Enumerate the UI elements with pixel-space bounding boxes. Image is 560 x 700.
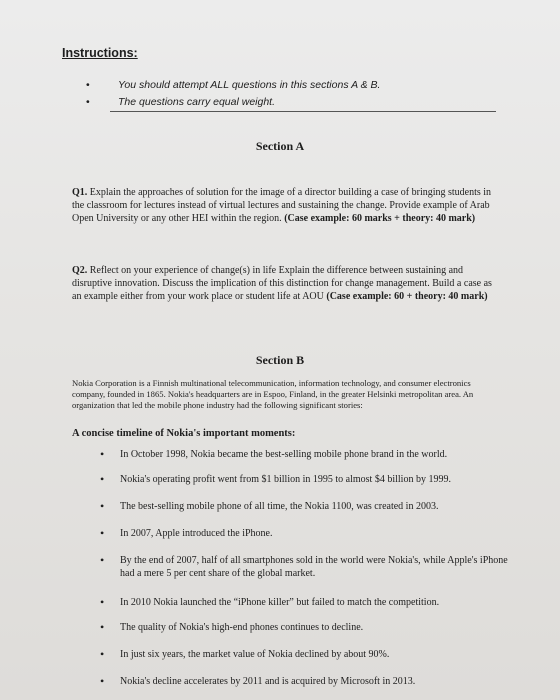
timeline-text: The quality of Nokia's high-end phones continues to decline. [120,622,364,633]
timeline-list [100,444,520,688]
timeline-item [100,596,520,609]
timeline-item [100,500,520,513]
bullet-icon: • [100,447,105,461]
bullet-icon: • [100,472,105,486]
timeline-text: Nokia's operating profit went from $1 billion in 1995 to almost $4 billion by 1999. [120,474,451,485]
timeline-text: The best-selling mobile phone of all time, the Nokia 1100, was created in 2003. [120,501,439,512]
bullet-icon: • [86,79,90,91]
timeline-item [100,648,520,661]
question-text: Reflect on your experience of change(s) in life Explain the difference between sustaining and disruptive innovation. Discuss the implication of this distinction for change management. Build a case as an example either from your work place or student life at AOU [72,265,492,302]
question-marks: (Case example: 60 + theory: 40 mark) [326,291,488,302]
timeline-text: In 2007, Apple introduced the iPhone. [120,528,273,539]
timeline-item [100,473,520,486]
timeline-text: By the end of 2007, half of all smartphones sold in the world were Nokia's, while Apple's iPhone had a mere 5 per cent share of the global market. [120,555,508,579]
instructions-heading: Instructions: [62,46,138,60]
question-text: Explain the approaches of solution for the image of a director building a case of bringing students in the classroom for lectures instead of virtual lectures and sustaining the change. Provide example of Arab Open University or any other HEI within the region. [72,187,492,224]
timeline-item [100,675,520,688]
instructions-list [86,79,496,113]
section-b-title: Section B [255,353,305,367]
timeline-text: In October 1998, Nokia became the best-selling mobile phone brand in the world. [120,449,448,460]
bullet-icon: • [100,674,105,688]
question-1 [72,186,492,225]
timeline-text: In 2010 Nokia launched the “iPhone killer” but failed to match the competition. [120,597,440,608]
timeline-item [100,527,520,540]
question-2 [72,264,492,303]
timeline-item [100,554,520,580]
timeline-text: Nokia's decline accelerates by 2011 and is acquired by Microsoft in 2013. [120,676,416,687]
timeline-item [100,621,520,634]
timeline-item [100,448,520,461]
timeline-text: In just six years, the market value of Nokia declined by about 90%. [120,649,390,660]
instruction-text: The questions carry equal weight. [118,96,276,108]
divider [110,111,496,112]
bullet-icon: • [100,647,105,661]
bullet-icon: • [100,526,105,540]
question-number: Q2. [72,265,88,276]
nokia-intro-paragraph: Nokia Corporation is a Finnish multinational telecommunication, information technology, and consumer electronics company, founded in 1865. Nokia's headquarters are in Espoo, Finland, in the greater Helsinki metropolitan area. An organization that led the mobile phone industry had the following significant stories: [72,378,474,410]
instruction-item [86,79,496,96]
bullet-icon: • [100,553,105,567]
bullet-icon: • [100,499,105,513]
question-marks: (Case example: 60 marks + theory: 40 mark) [284,213,476,224]
instruction-text: You should attempt ALL questions in this sections A & B. [118,79,381,91]
bullet-icon: • [100,595,105,609]
timeline-heading: A concise timeline of Nokia's important moments: [72,428,296,439]
section-a-title: Section A [255,139,305,153]
question-number: Q1. [72,187,88,198]
bullet-icon: • [100,620,105,634]
bullet-icon: • [86,96,90,108]
